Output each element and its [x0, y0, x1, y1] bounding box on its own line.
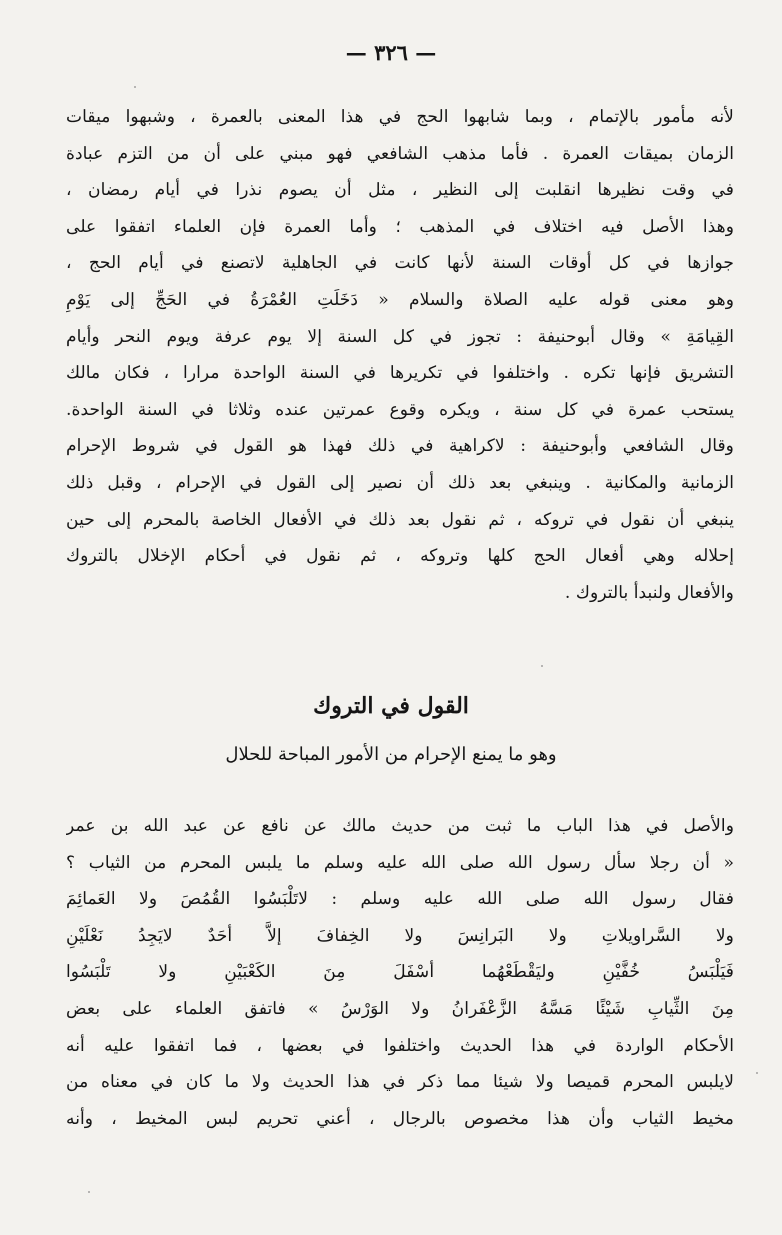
text-line: وقال الشافعي وأبوحنيفة : لاكراهية في ذلك فهذا هو القول في شروط الإحرام: [66, 436, 734, 457]
text-line: التشريق فإنها تكره . واختلفوا في تكريرها في السنة الواحدة مرارا ، فكان مالك: [66, 363, 734, 384]
scan-speck: [756, 1072, 758, 1074]
section-subtitle: وهو ما يمنع الإحرام من الأمور المباحة للحلال: [225, 744, 557, 765]
text-line: لايلبس المحرم قميصا ولا شيئا مما ذكر في هذا الحديث ولا ما كان في معناه من: [66, 1072, 734, 1093]
page-number: — ٣٢٦ —: [345, 40, 437, 65]
paragraph-block-1: [66, 99, 734, 611]
text-line: الزمان بميقات العمرة . فأما مذهب الشافعي فهو مبني على أن من التزم عبادة: [66, 143, 734, 164]
scan-speck: [541, 665, 543, 667]
text-line: القِيامَةِ » وقال أبوحنيفة : تجوز في كل السنة إلا يوم عرفة ويوم النحر وأيام: [66, 326, 734, 347]
text-line: « أن رجلا سأل رسول الله صلى الله عليه وسلم ما يلبس المحرم من الثياب ؟: [66, 852, 734, 873]
text-line: إحلاله وهي أفعال الحج كلها وتروكه ، ثم نقول في أحكام الإخلال بالتروك: [66, 546, 734, 567]
text-line: مِنَ الثِّيابِ شَيْئًا مَسَّهُ الزَّعْفَرانُ ولا الوَرْسُ » فاتفق العلماء على بعض: [66, 998, 734, 1019]
text-line: في وقت نظيرها انقلبت إلى النظير ، مثل أن يصوم نذرا في أيام رمضان ،: [66, 180, 734, 201]
text-line: ينبغي أن نقول في تروكه ، ثم نقول بعد ذلك في الأفعال الخاصة بالمحرم إلى حين: [66, 509, 734, 530]
text-line: ولا السَّراويلاتِ ولا البَرانِسَ ولا الخِفافَ إلاَّ أحَدٌ لايَجِدُ نَعْلَيْنِ: [66, 925, 734, 946]
text-line: لأنه مأمور بالإتمام ، وبما شابهوا الحج في هذا المعنى بالعمرة ، وشبهوا ميقات: [66, 107, 734, 127]
text-line: مخيط الثياب وأن هذا مخصوص بالرجال ، أعني تحريم لبس المخيط ، وأنه: [66, 1108, 734, 1129]
scan-speck: [88, 1191, 90, 1193]
text-line: فَيَلْبَسُ خُفَّيْنِ وليَقْطَعْهُما أسْفَلَ مِنَ الكَعْبَيْنِ ولا تَلْبَسُوا: [66, 962, 734, 983]
text-line: والأفعال ولنبدأ بالتروك .: [564, 582, 734, 603]
text-line: الأحكام الواردة في هذا الحديث واختلفوا في بعضها ، فما اتفقوا عليه أنه: [66, 1035, 734, 1056]
text-line: فقال رسول الله صلى الله عليه وسلم : لاتَلْبَسُوا القُمُصَ ولا العَمائِمَ: [66, 889, 734, 910]
paragraph-block-2: [66, 808, 734, 1137]
scan-speck: [134, 86, 136, 88]
text-line: الزمانية والمكانية . وينبغي بعد ذلك أن نصير إلى القول في الإحرام ، وقبل ذلك: [66, 472, 734, 493]
text-line: والأصل في هذا الباب ما ثبت من حديث مالك عن نافع عن عبد الله بن عمر: [66, 816, 734, 836]
text-line: وهو معنى قوله عليه الصلاة والسلام « دَخَلَتِ العُمْرَةُ في الحَجِّ إلى يَوْمِ: [66, 289, 734, 310]
text-line: يستحب عمرة في كل سنة ، ويكره وقوع عمرتين عنده وثلاثا في السنة الواحدة.: [66, 399, 734, 420]
section-title: القول في التروك: [313, 693, 469, 719]
text-line: جوازها في كل أوقات السنة لأنها كانت في الجاهلية لاتصنع في أيام الحج ،: [66, 253, 734, 274]
text-line: وهذا الأصل فيه اختلاف في المذهب ؛ وأما العمرة فإن العلماء اتفقوا على: [66, 216, 734, 237]
